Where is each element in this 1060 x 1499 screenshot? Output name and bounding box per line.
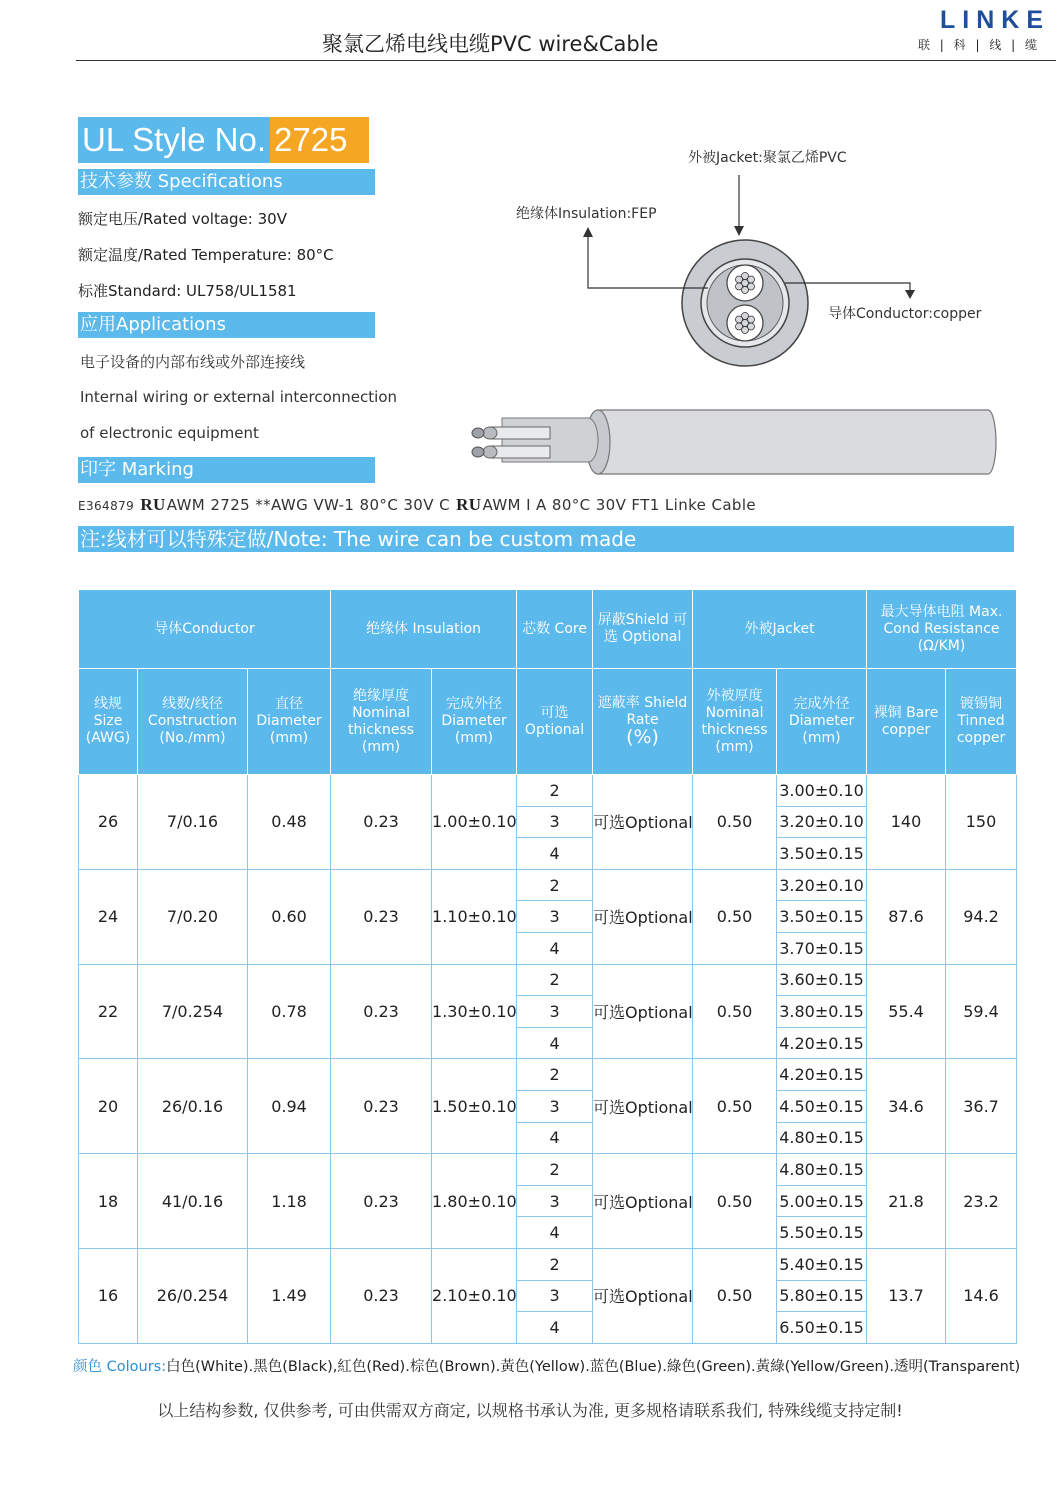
cell-jacket-diameter: 4.80±0.15 [777,1122,867,1154]
col-construction: 线数/线径 Construction (No./mm) [138,669,248,775]
col-insulation-diameter: 完成外径 Diameter (mm) [432,669,517,775]
col-jacket-thickness: 外被厚度 Nominal thickness (mm) [693,669,777,775]
cell-insulation-diameter: 2.10±0.10 [432,1248,517,1343]
ul-style-heading [78,117,369,163]
col-bare-copper: 裸铜 Bare copper [867,669,946,775]
col-insulation-thickness: 绝缘厚度 Nominal thickness (mm) [331,669,432,775]
cell-size: 26 [79,775,138,870]
cell-bare-copper: 13.7 [867,1248,946,1343]
cell-diameter: 0.48 [248,775,331,870]
cell-bare-copper: 87.6 [867,869,946,964]
brand-logo: LINKE [940,6,1050,34]
specifications-heading: 技术参数 Specifications [78,169,375,195]
cell-construction: 26/0.16 [138,1059,248,1154]
cell-tinned-copper: 23.2 [946,1154,1017,1249]
cell-insulation-thickness: 0.23 [331,964,432,1059]
colours-list: 白色(White).黑色(Black),紅色(Red).棕色(Brown).黃色(Yellow).蓝色(Blue).綠色(Green).黃綠(Yellow/Green).透明(Transparent) [166,1359,1021,1375]
cell-core: 4 [517,838,593,870]
cell-diameter: 0.94 [248,1059,331,1154]
cell-core: 4 [517,1027,593,1059]
col-diameter: 直径 Diameter (mm) [248,669,331,775]
cell-insulation-diameter: 1.50±0.10 [432,1059,517,1154]
cell-core: 2 [517,869,593,901]
cell-jacket-thickness: 0.50 [693,964,777,1059]
cell-jacket-diameter: 5.80±0.15 [777,1280,867,1312]
cell-jacket-diameter: 5.50±0.15 [777,1217,867,1249]
cell-diameter: 0.60 [248,869,331,964]
cell-insulation-thickness: 0.23 [331,869,432,964]
marking-heading: 印字 Marking [78,457,375,483]
ul-style-prefix: UL Style No. [78,117,270,163]
colours-label: 颜色 Colours: [73,1359,167,1375]
ul-mark-icon: RU [456,495,482,514]
cell-size: 22 [79,964,138,1059]
cell-jacket-diameter: 4.20±0.15 [777,1027,867,1059]
conductor-label: 导体Conductor:copper [828,306,982,322]
cell-size: 24 [79,869,138,964]
jacket-label: 外被Jacket:聚氯乙烯PVC [688,150,847,166]
cell-core: 3 [517,901,593,933]
rated-temperature: 额定温度/Rated Temperature: 80°C [78,246,334,264]
footnote: 以上结构参数, 仅供参考, 可由供需双方商定, 以规格书承认为准, 更多规格请联系我们, 特殊线缆支持定制! [157,1401,903,1420]
cell-jacket-thickness: 0.50 [693,1248,777,1343]
cell-size: 18 [79,1154,138,1249]
cell-core: 3 [517,1185,593,1217]
cell-insulation-diameter: 1.30±0.10 [432,964,517,1059]
marking-code: E364879 [78,499,135,513]
group-insulation: 绝缘体 Insulation [331,590,517,669]
marking-part-2: AWM I A 80°C 30V FT1 Linke Cable [482,496,757,514]
cell-tinned-copper: 36.7 [946,1059,1017,1154]
group-shield: 屏蔽Shield 可选 Optional [593,590,693,669]
cell-shield: 可选Optional [593,964,693,1059]
cell-size: 16 [79,1248,138,1343]
col-core-optional: 可选 Optional [517,669,593,775]
cell-jacket-diameter: 3.70±0.15 [777,932,867,964]
cell-core: 4 [517,1122,593,1154]
marking-part-1: AWM 2725 **AWG VW-1 80°C 30V C [166,496,450,514]
col-shield-rate [593,669,693,775]
cell-jacket-diameter: 6.50±0.15 [777,1312,867,1344]
cell-shield: 可选Optional [593,1154,693,1249]
cell-core: 2 [517,1154,593,1186]
cell-jacket-thickness: 0.50 [693,869,777,964]
group-jacket: 外被Jacket [693,590,867,669]
application-line-en-1: Internal wiring or external interconnection [80,388,398,406]
cell-insulation-diameter: 1.10±0.10 [432,869,517,964]
colours-line [73,1355,1020,1376]
cell-core: 3 [517,1090,593,1122]
cell-tinned-copper: 94.2 [946,869,1017,964]
cable-cross-section-icon [682,240,808,366]
cell-jacket-diameter: 5.40±0.15 [777,1248,867,1280]
group-core: 芯数 Core [517,590,593,669]
cell-core: 3 [517,1280,593,1312]
cell-shield: 可选Optional [593,1059,693,1154]
ul-style-number: 2725 [270,117,369,163]
insulation-label: 绝缘体Insulation:FEP [516,206,657,222]
cell-insulation-thickness: 0.23 [331,1154,432,1249]
cell-diameter: 1.49 [248,1248,331,1343]
cell-core: 4 [517,1312,593,1344]
group-resistance: 最大导体电阻 Max. Cond Resistance (Ω/KM) [867,590,1017,669]
cell-core: 2 [517,1059,593,1091]
cell-insulation-thickness: 0.23 [331,775,432,870]
cell-core: 3 [517,806,593,838]
cell-core: 2 [517,1248,593,1280]
application-line-cn: 电子设备的内部布线或外部连接线 [80,353,306,371]
table-row [79,1059,1017,1091]
cell-tinned-copper: 150 [946,775,1017,870]
cell-insulation-thickness: 0.23 [331,1248,432,1343]
shield-rate-unit: (%) [626,726,659,748]
specification-table-body [79,775,1017,1344]
table-row [79,869,1017,901]
standard: 标准Standard: UL758/UL1581 [78,282,297,300]
cell-jacket-thickness: 0.50 [693,775,777,870]
cell-construction: 7/0.16 [138,775,248,870]
cell-jacket-thickness: 0.50 [693,1154,777,1249]
table-row [79,964,1017,996]
table-row [79,1154,1017,1186]
cell-construction: 41/0.16 [138,1154,248,1249]
cell-core: 2 [517,775,593,807]
cell-construction: 7/0.20 [138,869,248,964]
cell-jacket-diameter: 3.60±0.15 [777,964,867,996]
cell-construction: 7/0.254 [138,964,248,1059]
cell-jacket-diameter: 3.20±0.10 [777,806,867,838]
table-row [79,1248,1017,1280]
cell-size: 20 [79,1059,138,1154]
ul-mark-icon: RU [140,495,166,514]
cell-jacket-thickness: 0.50 [693,1059,777,1154]
custom-note: 注:线材可以特殊定做/Note: The wire can be custom made [78,526,1014,552]
document-title: 聚氯乙烯电线电缆PVC wire&Cable [322,32,659,56]
cell-shield: 可选Optional [593,775,693,870]
brand-logo-subtitle: 联 | 科 | 线 | 缆 [917,38,1040,52]
cell-insulation-diameter: 1.00±0.10 [432,775,517,870]
cell-jacket-diameter: 3.50±0.15 [777,838,867,870]
cell-jacket-diameter: 4.80±0.15 [777,1154,867,1186]
cell-jacket-diameter: 3.50±0.15 [777,901,867,933]
cell-core: 4 [517,932,593,964]
group-conductor: 导体Conductor [79,590,331,669]
cell-jacket-diameter: 3.20±0.10 [777,869,867,901]
cell-construction: 26/0.254 [138,1248,248,1343]
cell-tinned-copper: 14.6 [946,1248,1017,1343]
cell-core: 4 [517,1217,593,1249]
specification-table [78,589,1017,1344]
cell-jacket-diameter: 4.50±0.15 [777,1090,867,1122]
cable-side-view-icon [472,410,996,474]
cell-jacket-diameter: 3.00±0.10 [777,775,867,807]
cell-bare-copper: 55.4 [867,964,946,1059]
col-jacket-diameter: 完成外径 Diameter (mm) [777,669,867,775]
shield-rate-label: 遮蔽率 Shield Rate [597,695,688,728]
cell-jacket-diameter: 4.20±0.15 [777,1059,867,1091]
cell-bare-copper: 21.8 [867,1154,946,1249]
cell-diameter: 0.78 [248,964,331,1059]
applications-heading: 应用Applications [78,312,375,338]
rated-voltage: 额定电压/Rated voltage: 30V [78,210,287,228]
cell-core: 3 [517,996,593,1028]
cell-jacket-diameter: 5.00±0.15 [777,1185,867,1217]
cell-insulation-diameter: 1.80±0.10 [432,1154,517,1249]
cell-tinned-copper: 59.4 [946,964,1017,1059]
cell-diameter: 1.18 [248,1154,331,1249]
col-tinned-copper: 镀锡铜 Tinned copper [946,669,1017,775]
table-row [79,775,1017,807]
cell-shield: 可选Optional [593,1248,693,1343]
header-divider [76,60,1056,61]
cell-insulation-thickness: 0.23 [331,1059,432,1154]
cell-bare-copper: 34.6 [867,1059,946,1154]
application-line-en-2: of electronic equipment [80,424,259,442]
cell-shield: 可选Optional [593,869,693,964]
cell-bare-copper: 140 [867,775,946,870]
col-size: 线规 Size (AWG) [79,669,138,775]
cell-jacket-diameter: 3.80±0.15 [777,996,867,1028]
cell-core: 2 [517,964,593,996]
